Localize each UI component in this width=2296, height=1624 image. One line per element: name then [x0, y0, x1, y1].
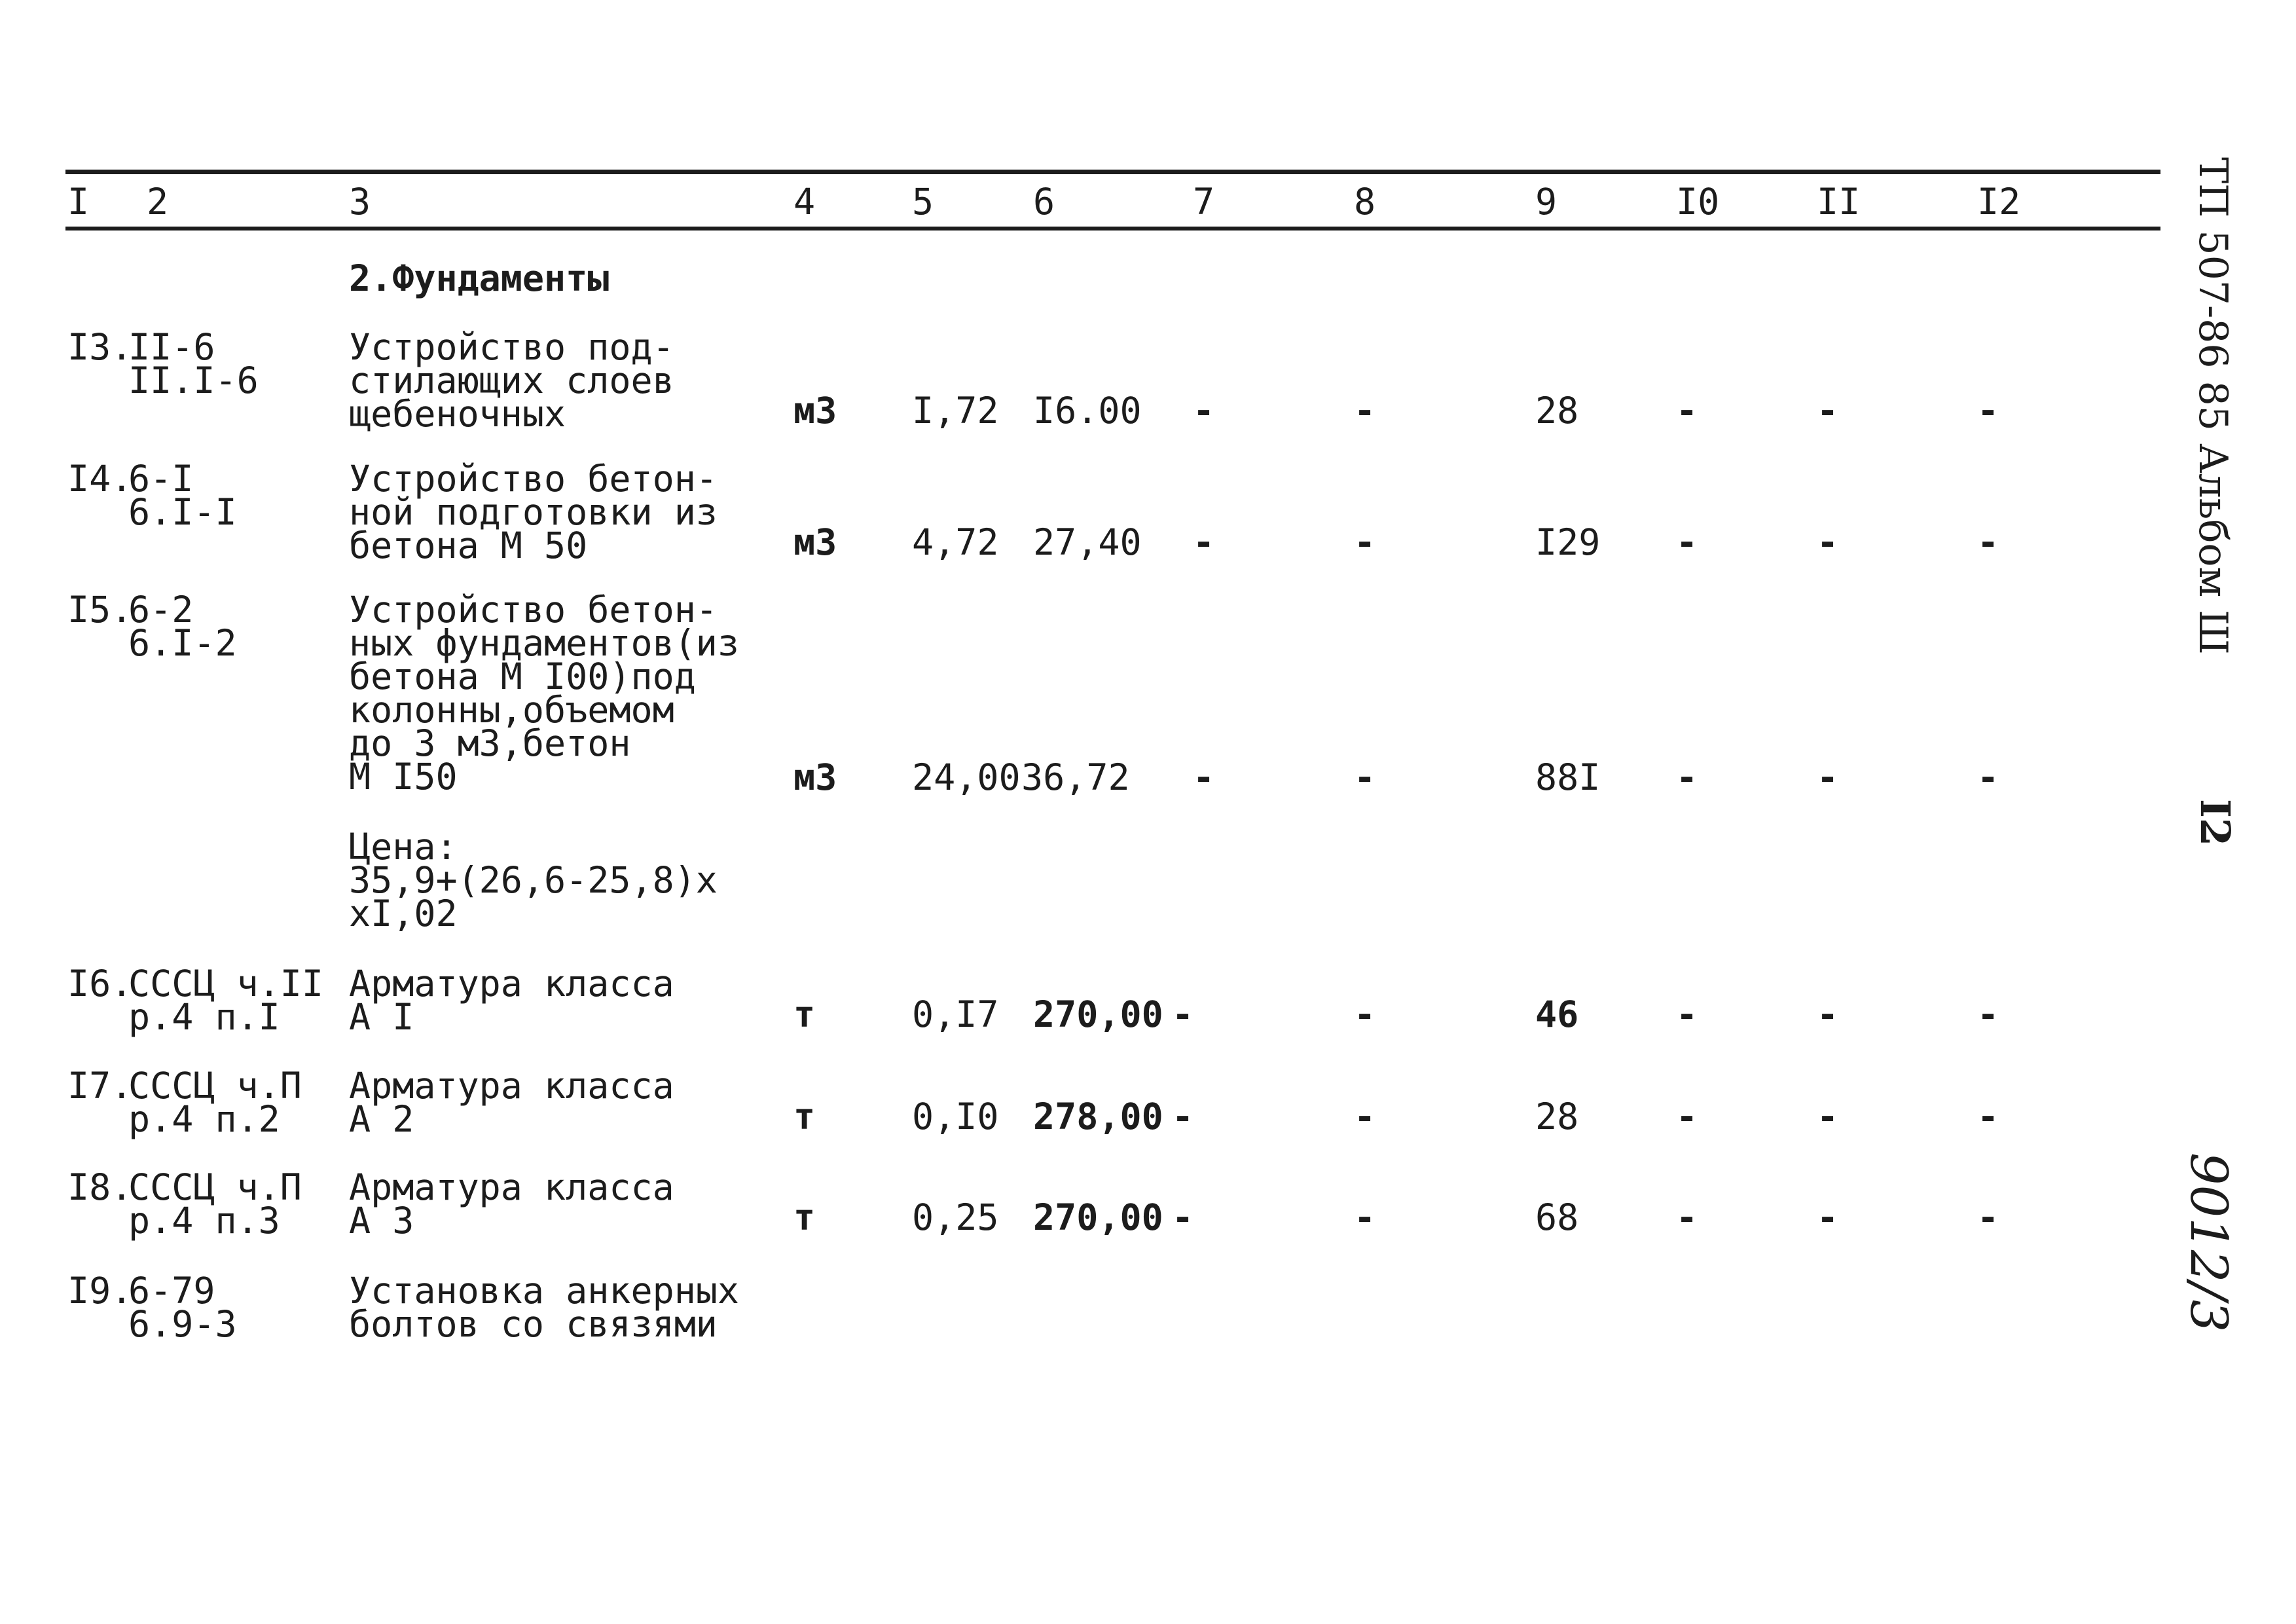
- row-unit: м3: [793, 390, 837, 432]
- row-unit: т: [793, 1096, 816, 1137]
- row-description: М I50: [349, 756, 458, 798]
- row-description: бетона М 50: [349, 525, 588, 566]
- row-col-8: -: [1354, 993, 1376, 1035]
- row-description: Арматура класса: [349, 1065, 674, 1107]
- page-number: I2: [2191, 799, 2239, 847]
- row-col-9: 28: [1535, 390, 1579, 432]
- row-description: А 3: [349, 1200, 414, 1242]
- col-header-1: I: [67, 181, 90, 223]
- col-header-5: 5: [912, 181, 934, 223]
- row-code: II.I-6: [128, 360, 259, 401]
- row-description: стилающих слоев: [349, 360, 674, 401]
- row-quantity: 24,00: [912, 756, 1021, 798]
- price-note: хI,02: [349, 893, 458, 934]
- row-unit: т: [793, 993, 816, 1035]
- row-number: I5.: [67, 589, 133, 631]
- row-col-7: -: [1172, 1196, 1194, 1238]
- section-title: 2.Фундаменты: [349, 257, 610, 299]
- row-number: I8.: [67, 1166, 133, 1208]
- row-col-12: -: [1977, 521, 1999, 563]
- row-unit-price: I6.00: [1033, 390, 1142, 432]
- row-code: 6.I-2: [128, 622, 237, 664]
- row-unit-price: 270,00: [1033, 993, 1163, 1035]
- row-description: Арматура класса: [349, 1166, 674, 1208]
- document-reference: ТП 507-86 85 Альбом Ш: [2190, 157, 2236, 655]
- price-note: 35,9+(26,6-25,8)х: [349, 859, 718, 901]
- row-col-7: -: [1193, 521, 1215, 563]
- row-description: А 2: [349, 1098, 414, 1140]
- row-col-7: -: [1172, 1096, 1194, 1137]
- row-quantity: 0,I7: [912, 993, 999, 1035]
- row-number: I6.: [67, 963, 133, 1005]
- row-number: I9.: [67, 1270, 133, 1312]
- col-header-12: I2: [1977, 181, 2021, 223]
- row-col-11: -: [1817, 756, 1839, 798]
- table-top-rule: [65, 170, 2160, 174]
- col-header-2: 2: [147, 181, 169, 223]
- row-col-9: I29: [1535, 521, 1601, 563]
- col-header-11: II: [1817, 181, 1861, 223]
- row-code: СССЦ ч.П: [128, 1166, 302, 1208]
- row-col-12: -: [1977, 1196, 1999, 1238]
- row-col-11: -: [1817, 1096, 1839, 1137]
- row-code: 6-I: [128, 458, 194, 500]
- row-unit-price: 36,72: [1021, 756, 1130, 798]
- col-header-4: 4: [793, 181, 816, 223]
- row-description: болтов со связями: [349, 1303, 718, 1345]
- row-description: колонны,объемом: [349, 689, 674, 731]
- col-header-7: 7: [1193, 181, 1215, 223]
- col-header-10: I0: [1676, 181, 1720, 223]
- row-description: А I: [349, 996, 414, 1038]
- row-col-8: -: [1354, 756, 1376, 798]
- row-code: 6-79: [128, 1270, 215, 1312]
- row-unit-price: 27,40: [1033, 521, 1142, 563]
- row-col-10: -: [1676, 1096, 1698, 1137]
- col-header-9: 9: [1535, 181, 1558, 223]
- table-header-rule: [65, 227, 2160, 231]
- row-unit-price: 270,00: [1033, 1196, 1163, 1238]
- row-code: 6.9-3: [128, 1303, 237, 1345]
- row-quantity: I,72: [912, 390, 999, 432]
- col-header-8: 8: [1354, 181, 1376, 223]
- row-code: р.4 п.I: [128, 996, 280, 1038]
- row-quantity: 4,72: [912, 521, 999, 563]
- row-col-9: 28: [1535, 1096, 1579, 1137]
- price-note: Цена:: [349, 826, 458, 868]
- row-description: Установка анкерных: [349, 1270, 740, 1312]
- row-number: I4.: [67, 458, 133, 500]
- row-col-10: -: [1676, 390, 1698, 432]
- row-col-10: -: [1676, 993, 1698, 1035]
- row-col-7: -: [1193, 756, 1215, 798]
- col-header-6: 6: [1033, 181, 1055, 223]
- row-code: II-6: [128, 326, 215, 368]
- row-description: щебеночных: [349, 393, 566, 435]
- row-col-12: -: [1977, 756, 1999, 798]
- row-code: СССЦ ч.II: [128, 963, 324, 1005]
- row-code: СССЦ ч.П: [128, 1065, 302, 1107]
- row-number: I3.: [67, 326, 133, 368]
- row-code: р.4 п.3: [128, 1200, 280, 1242]
- row-col-11: -: [1817, 1196, 1839, 1238]
- row-code: 6.I-I: [128, 491, 237, 533]
- row-col-9: 46: [1535, 993, 1579, 1035]
- row-col-11: -: [1817, 521, 1839, 563]
- row-col-10: -: [1676, 1196, 1698, 1238]
- row-description: ных фундаментов(из: [349, 622, 740, 664]
- row-quantity: 0,25: [912, 1196, 999, 1238]
- col-header-3: 3: [349, 181, 371, 223]
- row-unit: м3: [793, 521, 837, 563]
- row-col-7: -: [1193, 390, 1215, 432]
- row-col-9: 88I: [1535, 756, 1601, 798]
- row-description: Устройство бетон-: [349, 589, 718, 631]
- row-col-12: -: [1977, 390, 1999, 432]
- row-col-7: -: [1172, 993, 1194, 1035]
- row-col-11: -: [1817, 993, 1839, 1035]
- row-unit-price: 278,00: [1033, 1096, 1163, 1137]
- row-description: до 3 м3,бетон: [349, 722, 631, 764]
- row-col-9: 68: [1535, 1196, 1579, 1238]
- row-col-11: -: [1817, 390, 1839, 432]
- row-description: ной подготовки из: [349, 491, 718, 533]
- row-description: Устройство под-: [349, 326, 674, 368]
- row-number: I7.: [67, 1065, 133, 1107]
- row-description: Устройство бетон-: [349, 458, 718, 500]
- row-col-12: -: [1977, 1096, 1999, 1137]
- row-col-10: -: [1676, 756, 1698, 798]
- row-code: 6-2: [128, 589, 194, 631]
- row-col-8: -: [1354, 1096, 1376, 1137]
- row-quantity: 0,I0: [912, 1096, 999, 1137]
- row-description: Арматура класса: [349, 963, 674, 1005]
- row-col-10: -: [1676, 521, 1698, 563]
- row-description: бетона М I00)под: [349, 655, 696, 697]
- row-col-8: -: [1354, 521, 1376, 563]
- row-code: р.4 п.2: [128, 1098, 280, 1140]
- row-col-12: -: [1977, 993, 1999, 1035]
- handwritten-number: 9012/3: [2179, 1153, 2238, 1333]
- row-unit: т: [793, 1196, 816, 1238]
- row-unit: м3: [793, 756, 837, 798]
- row-col-8: -: [1354, 390, 1376, 432]
- row-col-8: -: [1354, 1196, 1376, 1238]
